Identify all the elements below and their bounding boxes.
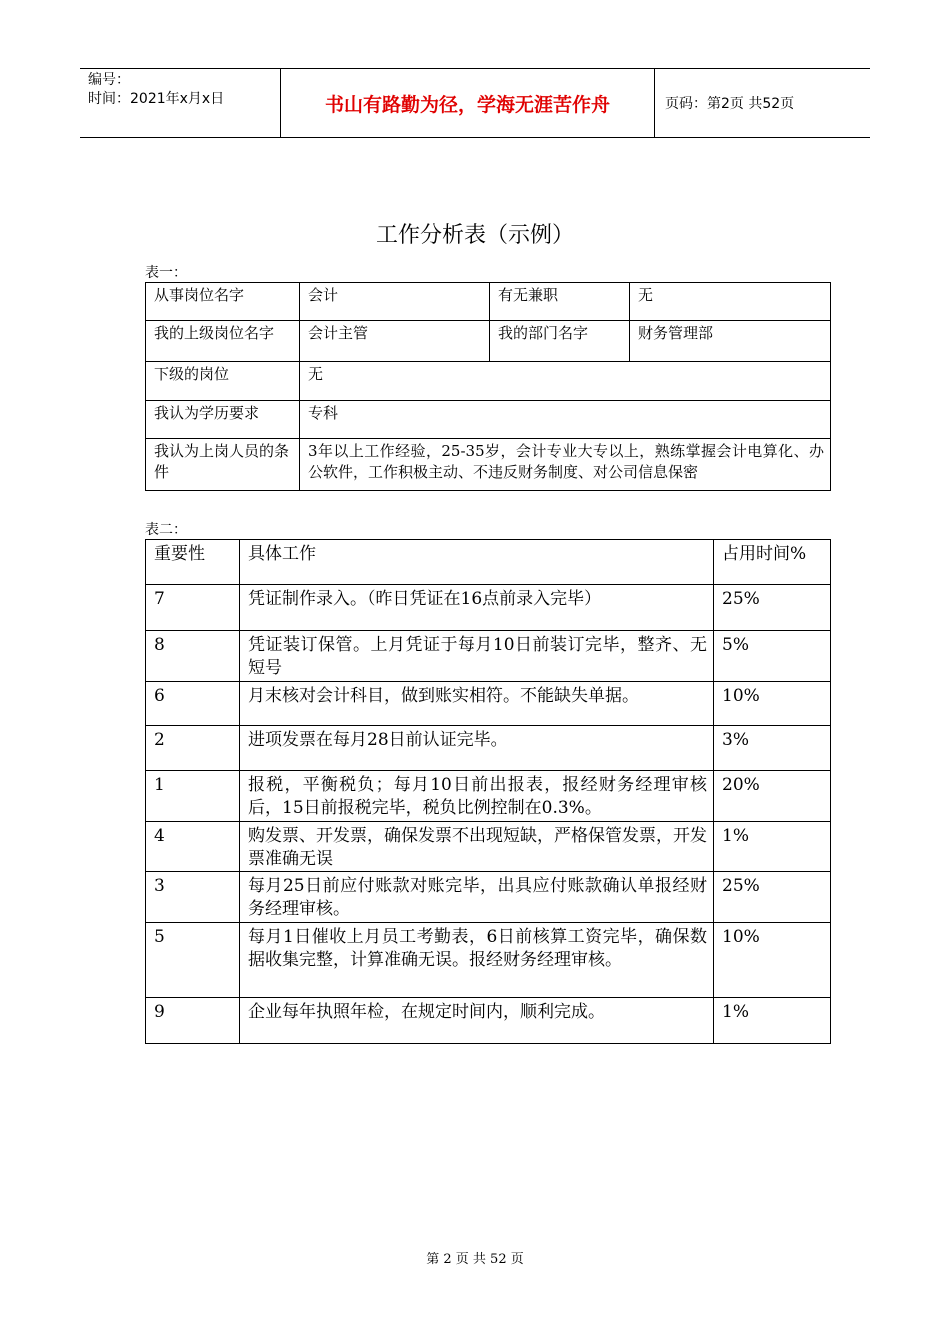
row-time: 10% [714,682,831,726]
conditions-value: 3年以上工作经验，25-35岁，会计专业大专以上，熟练掌握会计电算化、办公软件，工作积极主动、不违反财务制度、对公司信息保密 [300,439,831,491]
row-task: 每月1日催收上月员工考勤表，6日前核算工资完毕，确保数据收集完整，计算准确无误。报经财务经理审核。 [240,923,714,998]
post-name-label: 从事岗位名字 [146,283,300,321]
table-row [146,682,831,726]
row-task: 月末核对会计科目，做到账实相符。不能缺失单据。 [240,682,714,726]
education-value: 专科 [300,401,831,439]
row-time: 1% [714,998,831,1044]
row-time: 3% [714,726,831,771]
row-importance: 7 [146,585,240,631]
row-importance: 5 [146,923,240,998]
row-task: 每月25日前应付账款对账完毕，出具应付账款确认单报经财务经理审核。 [240,872,714,923]
conditions-label: 我认为上岗人员的条件 [146,439,300,491]
part-time-value: 无 [630,283,831,321]
document-title: 工作分析表（示例） [375,223,574,248]
table-row [146,923,831,998]
department-label: 我的部门名字 [490,321,630,362]
education-label: 我认为学历要求 [146,401,300,439]
header-page-number: 页码：第2页 共52页 [665,96,795,112]
table-header-row [146,540,831,585]
row-time: 20% [714,771,831,822]
post-name-value: 会计 [300,283,490,321]
table-row [146,726,831,771]
row-importance: 8 [146,631,240,682]
part-time-label: 有无兼职 [490,283,630,321]
job-info-table [145,282,831,491]
department-value: 财务管理部 [630,321,831,362]
row-importance: 9 [146,998,240,1044]
row-time: 10% [714,923,831,998]
superior-value: 会计主管 [300,321,490,362]
subordinate-label: 下级的岗位 [146,362,300,401]
document-date-label: 时间：2021年x月x日 [88,91,225,107]
row-task: 企业每年执照年检，在规定时间内，顺利完成。 [240,998,714,1044]
table-row [146,585,831,631]
header-motto: 书山有路勤为径，学海无涯苦作舟 [281,69,655,137]
page-header [80,68,870,138]
header-task: 具体工作 [240,540,714,585]
row-task: 凭证制作录入。（昨日凭证在16点前录入完毕） [240,585,714,631]
header-meta [80,69,281,137]
table-row [146,872,831,923]
row-time: 1% [714,822,831,872]
row-importance: 4 [146,822,240,872]
row-task: 报税，平衡税负；每月10日前出报表，报经财务经理审核后，15日前报税完毕，税负比例控制在0.3%。 [240,771,714,822]
document-number-label: 编号： [88,72,130,88]
table-row [146,822,831,872]
row-task: 进项发票在每月28日前认证完毕。 [240,726,714,771]
row-time: 5% [714,631,831,682]
table-row [146,998,831,1044]
row-importance: 1 [146,771,240,822]
row-importance: 6 [146,682,240,726]
table-row [146,631,831,682]
table1-caption: 表一： [145,265,187,281]
row-time: 25% [714,872,831,923]
table-row [146,771,831,822]
task-table [145,539,831,1044]
page-footer: 第 2 页 共 52 页 [426,1252,524,1267]
header-time: 占用时间% [714,540,831,585]
row-importance: 2 [146,726,240,771]
row-task: 购发票、开发票，确保发票不出现短缺，严格保管发票，开发票准确无误 [240,822,714,872]
row-time: 25% [714,585,831,631]
header-importance: 重要性 [146,540,240,585]
row-task: 凭证装订保管。上月凭证于每月10日前装订完毕，整齐、无短号 [240,631,714,682]
subordinate-value: 无 [300,362,831,401]
table2-caption: 表二： [145,522,187,538]
row-importance: 3 [146,872,240,923]
superior-label: 我的上级岗位名字 [146,321,300,362]
